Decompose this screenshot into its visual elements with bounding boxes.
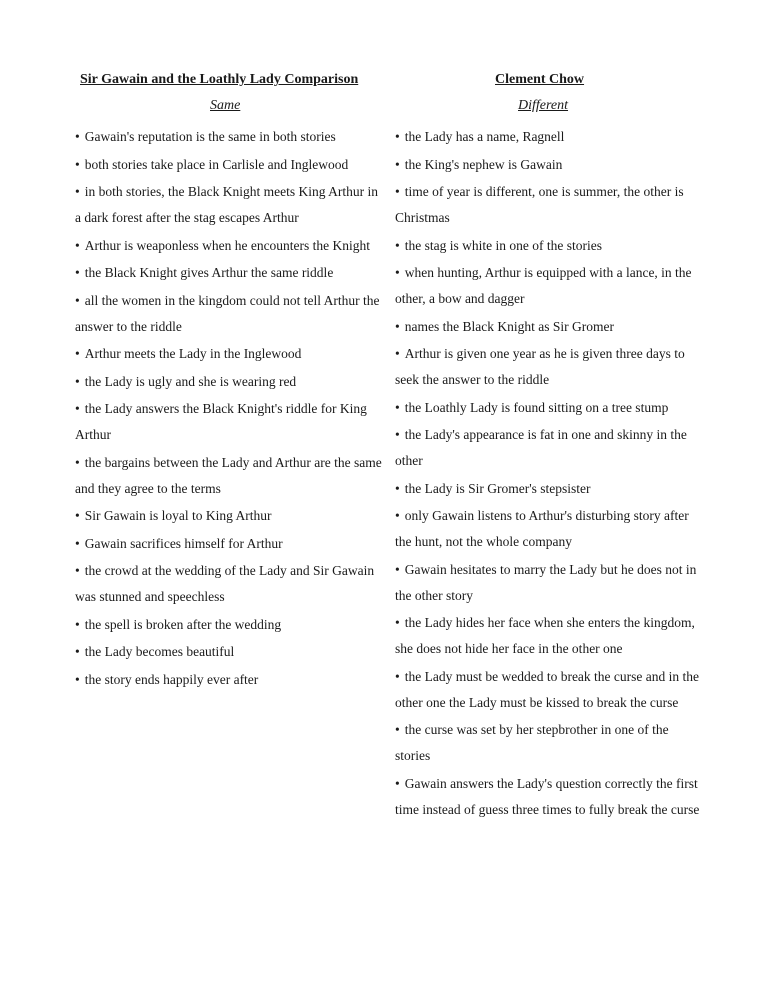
bullet-marker: • bbox=[395, 265, 400, 280]
bullet-marker: • bbox=[75, 644, 80, 659]
bullet-marker: • bbox=[75, 129, 80, 144]
bullet-marker: • bbox=[395, 722, 400, 737]
list-item-text: the Lady hides her face when she enters the kingdom, she does not hide her face in the other one bbox=[395, 615, 695, 656]
list-item-text: the Lady answers the Black Knight's riddle for King Arthur bbox=[75, 401, 367, 442]
different-list-item bbox=[395, 124, 700, 150]
list-item-text: Gawain hesitates to marry the Lady but he does not in the other story bbox=[395, 561, 697, 603]
different-list-item bbox=[395, 664, 700, 716]
list-item-text: the story ends happily ever after bbox=[84, 671, 259, 687]
different-list-item bbox=[395, 610, 700, 662]
list-item-text: the stag is white in one of the stories bbox=[404, 237, 602, 253]
different-list-item bbox=[395, 341, 700, 393]
list-item-text: names the Black Knight as Sir Gromer bbox=[404, 318, 614, 334]
list-item-text: the spell is broken after the wedding bbox=[84, 616, 282, 632]
bullet-marker: • bbox=[395, 427, 400, 442]
bullet-marker: • bbox=[395, 399, 400, 415]
different-column-heading: Different bbox=[518, 98, 569, 113]
bullet-marker: • bbox=[75, 346, 80, 361]
different-list-item bbox=[395, 557, 700, 609]
same-list-item bbox=[75, 233, 387, 259]
bullet-marker: • bbox=[395, 156, 400, 172]
list-item-text: in both stories, the Black Knight meets King Arthur in a dark forest after the stag escapes Arthur bbox=[75, 184, 378, 225]
document-title: Sir Gawain and the Loathly Lady Comparison bbox=[80, 72, 359, 87]
bullet-marker: • bbox=[395, 615, 400, 630]
same-column-heading: Same bbox=[210, 98, 241, 113]
same-list-item bbox=[75, 124, 387, 150]
list-item-text: the crowd at the wedding of the Lady and Sir Gawain was stunned and speechless bbox=[75, 563, 375, 604]
list-item-text: Arthur meets the Lady in the Inglewood bbox=[84, 346, 302, 361]
list-item-text: the Black Knight gives Arthur the same riddle bbox=[84, 265, 334, 280]
list-item-text: only Gawain listens to Arthur's disturbing story after the hunt, not the whole company bbox=[395, 508, 689, 549]
list-item-text: the Lady has a name, Ragnell bbox=[404, 129, 565, 144]
bullet-marker: • bbox=[395, 318, 400, 334]
same-list-item bbox=[75, 288, 387, 340]
different-list-item bbox=[395, 476, 700, 502]
bullet-marker: • bbox=[75, 563, 80, 578]
list-item-text: Gawain sacrifices himself for Arthur bbox=[84, 535, 283, 551]
different-list-item bbox=[395, 395, 700, 421]
list-item-text: time of year is different, one is summer, the other is Christmas bbox=[395, 184, 684, 225]
bullet-marker: • bbox=[75, 671, 80, 687]
bullet-marker: • bbox=[75, 237, 80, 253]
same-list bbox=[75, 124, 387, 694]
list-item-text: the Lady is ugly and she is wearing red bbox=[84, 373, 297, 389]
bullet-marker: • bbox=[75, 535, 80, 551]
different-list-item bbox=[395, 179, 700, 231]
bullet-marker: • bbox=[395, 668, 400, 684]
bullet-marker: • bbox=[75, 156, 80, 172]
different-list-item bbox=[395, 771, 700, 823]
list-item-text: the Loathly Lady is found sitting on a tree stump bbox=[404, 399, 669, 415]
different-list-item bbox=[395, 152, 700, 178]
same-list-item bbox=[75, 341, 387, 367]
same-list-item bbox=[75, 396, 387, 448]
different-list bbox=[395, 124, 700, 824]
list-item-text: Arthur is given one year as he is given three days to seek the answer to the riddle bbox=[395, 346, 685, 387]
bullet-marker: • bbox=[395, 561, 400, 577]
bullet-marker: • bbox=[395, 346, 400, 361]
same-list-item bbox=[75, 369, 387, 395]
different-list-item bbox=[395, 314, 700, 340]
same-list-item bbox=[75, 612, 387, 638]
list-item-text: all the women in the kingdom could not tell Arthur the answer to the riddle bbox=[75, 292, 380, 334]
bullet-marker: • bbox=[75, 292, 80, 308]
different-list-item bbox=[395, 260, 700, 312]
list-item-text: Gawain answers the Lady's question correctly the first time instead of guess three times to fully break the curse bbox=[395, 775, 700, 817]
same-list-item bbox=[75, 639, 387, 665]
bullet-marker: • bbox=[75, 401, 80, 416]
list-item-text: the Lady must be wedded to break the curse and in the other one the Lady must be kissed to break the curse bbox=[395, 668, 700, 710]
bullet-marker: • bbox=[75, 265, 80, 280]
bullet-marker: • bbox=[395, 129, 400, 144]
same-list-item bbox=[75, 531, 387, 557]
same-list-item bbox=[75, 179, 387, 231]
different-list-item bbox=[395, 717, 700, 769]
list-item-text: Gawain's reputation is the same in both stories bbox=[84, 129, 336, 144]
list-item-text: the bargains between the Lady and Arthur are the same and they agree to the terms bbox=[75, 454, 382, 496]
list-item-text: both stories take place in Carlisle and Inglewood bbox=[84, 156, 349, 172]
author-name: Clement Chow bbox=[495, 72, 585, 87]
bullet-marker: • bbox=[75, 373, 80, 389]
bullet-marker: • bbox=[75, 616, 80, 632]
list-item-text: the curse was set by her stepbrother in one of the stories bbox=[395, 722, 669, 763]
different-list-item bbox=[395, 422, 700, 474]
bullet-marker: • bbox=[395, 775, 400, 791]
list-item-text: the Lady's appearance is fat in one and skinny in the other bbox=[395, 427, 687, 468]
bullet-marker: • bbox=[75, 508, 80, 523]
same-list-item bbox=[75, 503, 387, 529]
list-item-text: Sir Gawain is loyal to King Arthur bbox=[84, 508, 272, 523]
bullet-marker: • bbox=[395, 237, 400, 253]
same-list-item bbox=[75, 450, 387, 502]
bullet-marker: • bbox=[75, 454, 80, 470]
list-item-text: the Lady becomes beautiful bbox=[84, 644, 235, 659]
bullet-marker: • bbox=[75, 184, 80, 199]
list-item-text: the Lady is Sir Gromer's stepsister bbox=[404, 480, 591, 496]
same-list-item bbox=[75, 152, 387, 178]
list-item-text: the King's nephew is Gawain bbox=[404, 156, 563, 172]
bullet-marker: • bbox=[395, 480, 400, 496]
bullet-marker: • bbox=[395, 184, 400, 199]
different-list-item bbox=[395, 233, 700, 259]
list-item-text: when hunting, Arthur is equipped with a lance, in the other, a bow and dagger bbox=[395, 265, 692, 306]
bullet-marker: • bbox=[395, 508, 400, 523]
different-list-item bbox=[395, 503, 700, 555]
same-list-item bbox=[75, 667, 387, 693]
same-list-item bbox=[75, 260, 387, 286]
list-item-text: Arthur is weaponless when he encounters the Knight bbox=[84, 237, 371, 253]
same-list-item bbox=[75, 558, 387, 610]
